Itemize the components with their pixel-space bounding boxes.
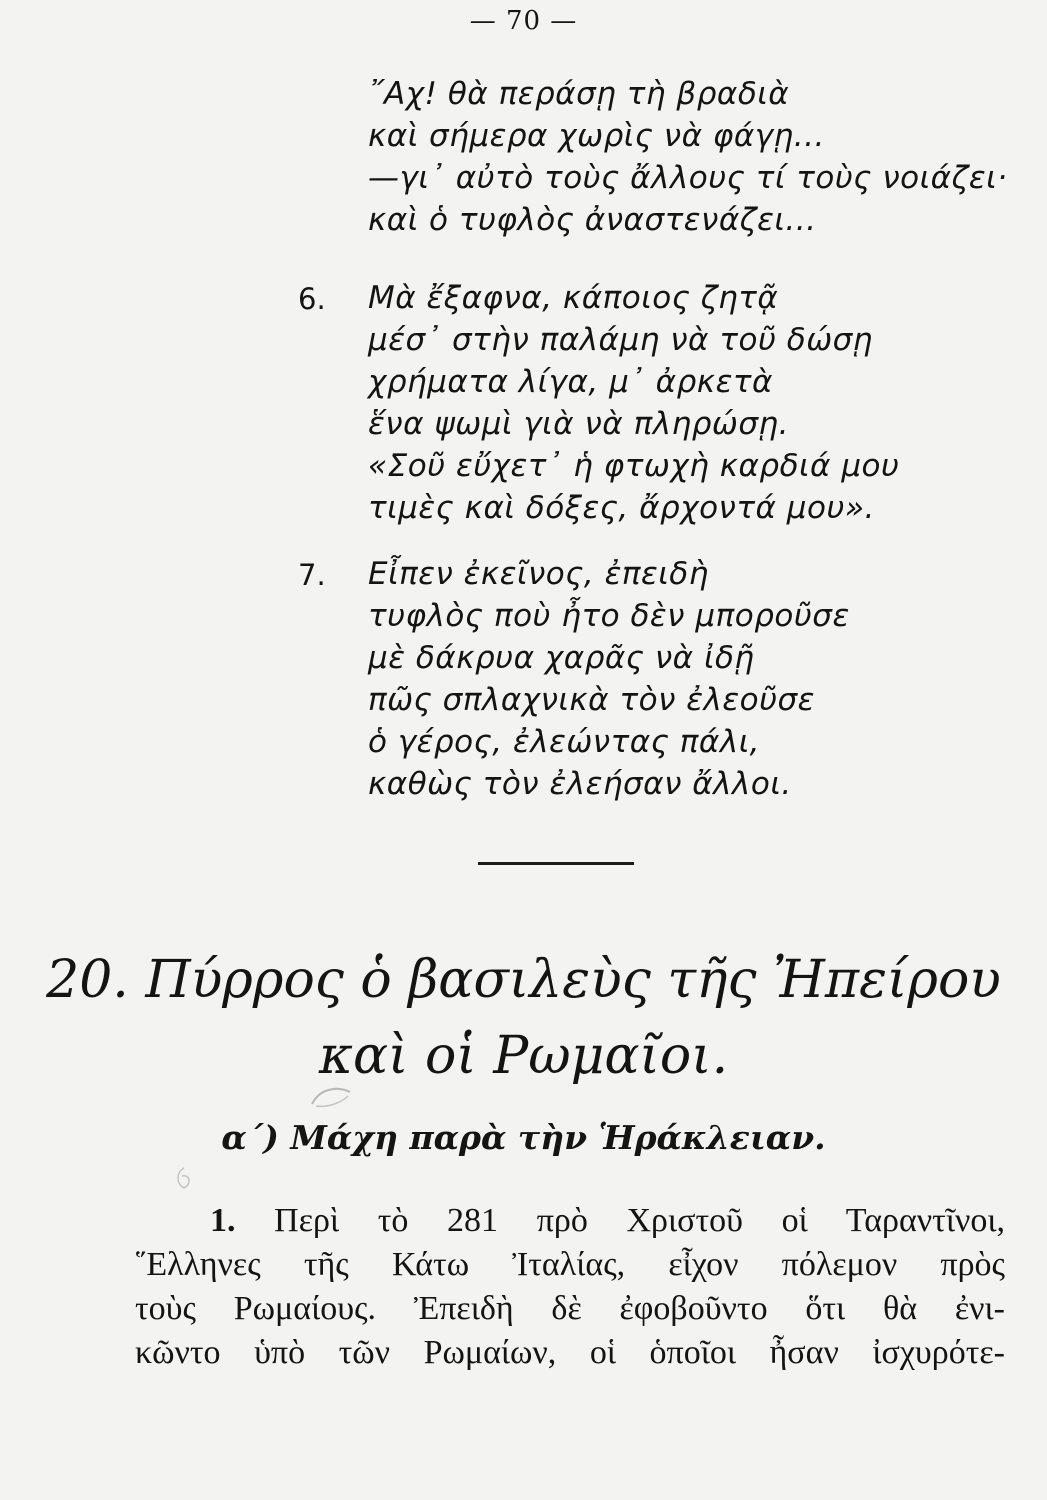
stanza-number-7: 7. xyxy=(298,558,326,592)
pencil-mark-icon xyxy=(172,1166,196,1192)
verse-line: Εἶπεν ἐκεῖνος, ἐπειδὴ xyxy=(368,556,709,592)
verse-line: πῶς σπλαχνικὰ τὸν ἐλεοῦσε xyxy=(368,682,815,718)
paragraph-number: 1. xyxy=(210,1202,236,1239)
verse-line: ἕνα ψωμὶ γιὰ νὰ πληρώσῃ. xyxy=(368,406,790,442)
verse-line: ῎Αχ! θὰ περάσῃ τὴ βραδιὰ xyxy=(368,76,790,112)
paragraph-text: Περὶ τὸ 281 πρὸ Χριστοῦ οἱ Ταραντῖνοι, xyxy=(274,1202,1006,1239)
chapter-title-line1: 20. Πύρρος ὁ βασιλεὺς τῆς Ἠπείρου xyxy=(46,950,1001,1010)
paragraph-line: ῞Ελληνες τῆς Κάτω Ἰταλίας, εἶχον πόλεμον πρὸς xyxy=(135,1246,1005,1283)
verse-line: καὶ σήμερα χωρὶς νὰ φάγῃ... xyxy=(368,118,825,154)
paragraph-line: τοὺς Ρωμαίους. Ἐπειδὴ δὲ ἐφοβοῦντο ὅτι θὰ ἐνι- xyxy=(135,1290,1005,1327)
pencil-mark-icon xyxy=(308,1082,354,1112)
verse-line: τιμὲς καὶ δόξες, ἄρχοντά μου». xyxy=(368,490,875,526)
verse-line: Μὰ ἔξαφνα, κάποιος ζητᾷ xyxy=(368,280,779,316)
verse-line: μέσ᾽ στὴν παλάμη νὰ τοῦ δώσῃ xyxy=(368,322,873,358)
verse-line: ὁ γέρος, ἐλεώντας πάλι, xyxy=(368,724,761,760)
paragraph-line-1 xyxy=(210,1202,1005,1240)
verse-line: —γι᾽ αὐτὸ τοὺς ἄλλους τί τοὺς νοιάζει· xyxy=(368,160,1008,196)
stanza-number-6: 6. xyxy=(298,282,326,316)
verse-line: καθὼς τὸν ἐλεήσαν ἄλλοι. xyxy=(368,766,792,802)
verse-line: μὲ δάκρυα χαρᾶς νὰ ἰδῇ xyxy=(368,640,755,676)
verse-line: χρήματα λίγα, μ᾽ ἀρκετὰ xyxy=(368,364,773,400)
page-number: — 70 — xyxy=(469,6,578,36)
section-title: α΄) Μάχη παρὰ τὴν Ἡράκλειαν. xyxy=(221,1118,826,1157)
verse-line: τυφλὸς ποὺ ἦτο δὲν μποροῦσε xyxy=(368,598,850,634)
chapter-title-line2: καὶ οἱ Ρωμαῖοι. xyxy=(318,1026,729,1086)
section-divider xyxy=(478,862,634,865)
paragraph-line: κῶντο ὑπὸ τῶν Ρωμαίων, οἱ ὁποῖοι ἦσαν ἰσχυρότε- xyxy=(135,1334,1005,1371)
verse-line: «Σοῦ εὔχετ᾽ ἡ φτωχὴ καρδιά μου xyxy=(368,448,900,484)
verse-line: καὶ ὁ τυφλὸς ἀναστενάζει... xyxy=(368,202,817,238)
